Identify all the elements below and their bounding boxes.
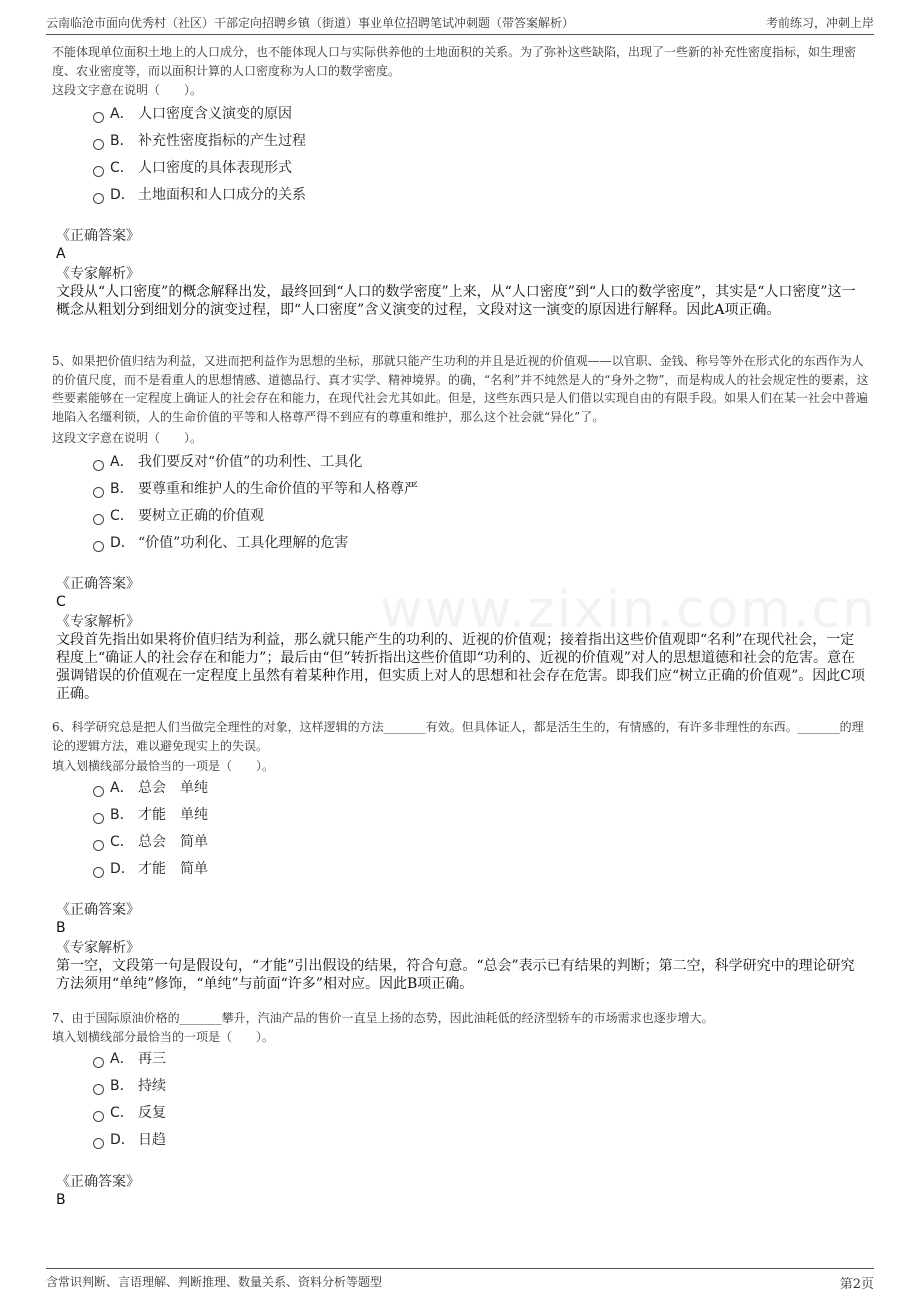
option-d[interactable] bbox=[93, 859, 208, 879]
radio-icon[interactable] bbox=[93, 786, 104, 797]
option-c[interactable] bbox=[93, 1103, 166, 1123]
radio-icon[interactable] bbox=[93, 460, 104, 471]
radio-icon[interactable] bbox=[93, 867, 104, 878]
option-text: 土地面积和人口成分的关系 bbox=[138, 187, 306, 203]
option-text: 再三 bbox=[138, 1051, 166, 1067]
option-b[interactable] bbox=[93, 805, 208, 825]
option-letter: D． bbox=[110, 1132, 135, 1148]
explanation-label: 《专家解析》 bbox=[56, 940, 140, 956]
radio-icon[interactable] bbox=[93, 541, 104, 552]
option-b[interactable] bbox=[93, 479, 418, 499]
option-text: 要尊重和维护人的生命价值的平等和人格尊严 bbox=[138, 481, 418, 497]
option-letter: B． bbox=[110, 807, 134, 823]
answer-label: 《正确答案》 bbox=[56, 228, 140, 244]
option-text: 持续 bbox=[138, 1078, 166, 1094]
page-footer bbox=[46, 1268, 874, 1291]
answer-value: A bbox=[56, 246, 66, 262]
option-letter: C． bbox=[110, 160, 134, 176]
answer-value: C bbox=[56, 594, 66, 610]
answer-value: B bbox=[56, 1192, 66, 1208]
option-letter: D． bbox=[110, 535, 135, 551]
option-text: 人口密度含义演变的原因 bbox=[138, 106, 292, 122]
explanation-text: 文段首先指出如果将价值归结为利益，那么就只能产生的功利的、近视的价值观；接着指出这些价值观即“名利”在现代社会，一定程度上“确证人的社会存在和能力”；最后由“但”转折指出这些价值即“功利的、近视的价值观”对人的思想道德和社会的危害。意在强调错误的价值观在一定程度上虽然有着某种作用，但实质上对人的思想和社会存在危害。即我们应“树立正确的价值观”。因此C项正确。 bbox=[56, 632, 866, 702]
option-letter: C． bbox=[110, 1105, 134, 1121]
option-text: 要树立正确的价值观 bbox=[138, 508, 264, 524]
option-text: 反复 bbox=[138, 1105, 166, 1121]
radio-icon[interactable] bbox=[93, 840, 104, 851]
answer-value: B bbox=[56, 920, 66, 936]
explanation-text: 第一空，文段第一句是假设句，“才能”引出假设的结果，符合句意。“总会”表示已有结果的判断；第二空，科学研究中的理论研究方法须用“单纯”修饰，“单纯”与前面“许多”相对应。因此B项正确。 bbox=[56, 958, 855, 992]
option-letter: A． bbox=[110, 106, 134, 122]
radio-icon[interactable] bbox=[93, 1084, 104, 1095]
option-text: “价值”功利化、工具化理解的危害 bbox=[138, 535, 349, 551]
header-slogan: 考前练习，冲刺上岸 bbox=[765, 16, 874, 30]
question-prompt: 这段文字意在说明（ ）。 bbox=[52, 83, 203, 97]
explanation-text: 文段从“人口密度”的概念解释出发，最终回到“人口的数学密度”上来，从“人口密度”到“人口的数学密度”，其实是“人口密度”这一概念从粗划分到细划分的演变过程，即“人口密度”含义演变的过程，文段对这一演变的原因进行解释。因此A项正确。 bbox=[56, 284, 856, 318]
option-a[interactable] bbox=[93, 778, 208, 798]
option-text: 补充性密度指标的产生过程 bbox=[138, 133, 306, 149]
option-a[interactable] bbox=[93, 452, 362, 472]
option-a[interactable] bbox=[93, 1049, 166, 1069]
option-text: 总会 单纯 bbox=[138, 780, 208, 796]
radio-icon[interactable] bbox=[93, 514, 104, 525]
radio-icon[interactable] bbox=[93, 487, 104, 498]
question-prompt: 填入划横线部分最恰当的一项是（ ）。 bbox=[52, 759, 275, 773]
page-header bbox=[46, 12, 874, 35]
answer-label: 《正确答案》 bbox=[56, 576, 140, 592]
option-letter: B． bbox=[110, 133, 134, 149]
radio-icon[interactable] bbox=[93, 139, 104, 150]
question-text: 7、由于国际原油价格的_______攀升，汽油产品的售价一直呈上扬的态势，因此油耗低的经济型轿车的市场需求也逐步增大。 bbox=[52, 1011, 714, 1025]
radio-icon[interactable] bbox=[93, 193, 104, 204]
answer-label: 《正确答案》 bbox=[56, 902, 140, 918]
radio-icon[interactable] bbox=[93, 1111, 104, 1122]
question-text: 不能体现单位面积土地上的人口成分，也不能体现人口与实际供养他的土地面积的关系。为了弥补这些缺陷，出现了一些新的补充性密度指标，如生理密度、农业密度等，而以面积计算的人口密度称为人口的数学密度。 bbox=[52, 45, 857, 78]
option-letter: C． bbox=[110, 508, 134, 524]
option-text: 总会 简单 bbox=[138, 834, 208, 850]
option-letter: B． bbox=[110, 481, 134, 497]
question-prompt: 填入划横线部分最恰当的一项是（ ）。 bbox=[52, 1030, 275, 1044]
option-c[interactable] bbox=[93, 832, 208, 852]
question-text: 5、如果把价值归结为利益，又进而把利益作为思想的坐标，那就只能产生功利的并且是近视的价值观——以官职、金钱、称号等外在形式化的东西作为人的价值尺度，而不是看重人的思想情感、道德品行、真才实学、精神境界。的确，“名利”并不纯然是人的“身外之物”，而是构成人的社会规定性的要素，这些要素能够在一定程度上确证人的社会存在和能力，在现代社会尤其如此。但是，这些东西只是人们借以实现自由的有限手段。如果人们在某一社会中普遍地陷入名缰利锁，人的生命价值的平等和人格尊严得不到应有的尊重和维护，那么这个社会就“异化”了。 bbox=[52, 354, 869, 424]
option-letter: A． bbox=[110, 454, 134, 470]
option-a[interactable] bbox=[93, 104, 292, 124]
question-text: 6、科学研究总是把人们当做完全理性的对象，这样逻辑的方法_______有效。但具体证人，都是活生生的，有情感的，有许多非理性的东西。_______的理论的逻辑方法，难以避免现实上的失误。 bbox=[52, 720, 864, 753]
option-text: 才能 简单 bbox=[138, 861, 208, 877]
radio-icon[interactable] bbox=[93, 813, 104, 824]
option-letter: D． bbox=[110, 187, 135, 203]
option-text: 人口密度的具体表现形式 bbox=[138, 160, 292, 176]
option-text: 日趋 bbox=[138, 1132, 166, 1148]
watermark: www.zixin.com.cn bbox=[380, 580, 877, 640]
explanation-label: 《专家解析》 bbox=[56, 614, 140, 630]
option-c[interactable] bbox=[93, 506, 264, 526]
option-letter: D． bbox=[110, 861, 135, 877]
radio-icon[interactable] bbox=[93, 112, 104, 123]
document-title: 云南临沧市面向优秀村（社区）干部定向招聘乡镇（街道）事业单位招聘笔试冲刺题（带答案解析） bbox=[46, 16, 575, 30]
radio-icon[interactable] bbox=[93, 166, 104, 177]
question-prompt: 这段文字意在说明（ ）。 bbox=[52, 431, 203, 445]
radio-icon[interactable] bbox=[93, 1138, 104, 1149]
option-letter: A． bbox=[110, 780, 134, 796]
page-number: 第2页 bbox=[839, 1277, 874, 1292]
option-b[interactable] bbox=[93, 131, 306, 151]
option-letter: C． bbox=[110, 834, 134, 850]
option-d[interactable] bbox=[93, 1130, 166, 1150]
option-d[interactable] bbox=[93, 533, 348, 553]
radio-icon[interactable] bbox=[93, 1057, 104, 1068]
option-letter: B． bbox=[110, 1078, 134, 1094]
option-d[interactable] bbox=[93, 185, 306, 205]
option-text: 才能 单纯 bbox=[138, 807, 208, 823]
option-text: 我们要反对“价值”的功利性、工具化 bbox=[138, 454, 363, 470]
option-c[interactable] bbox=[93, 158, 292, 178]
option-letter: A． bbox=[110, 1051, 134, 1067]
explanation-label: 《专家解析》 bbox=[56, 266, 140, 282]
answer-label: 《正确答案》 bbox=[56, 1174, 140, 1190]
footer-categories: 含常识判断、言语理解、判断推理、数量关系、资料分析等题型 bbox=[46, 1275, 383, 1289]
option-b[interactable] bbox=[93, 1076, 166, 1096]
